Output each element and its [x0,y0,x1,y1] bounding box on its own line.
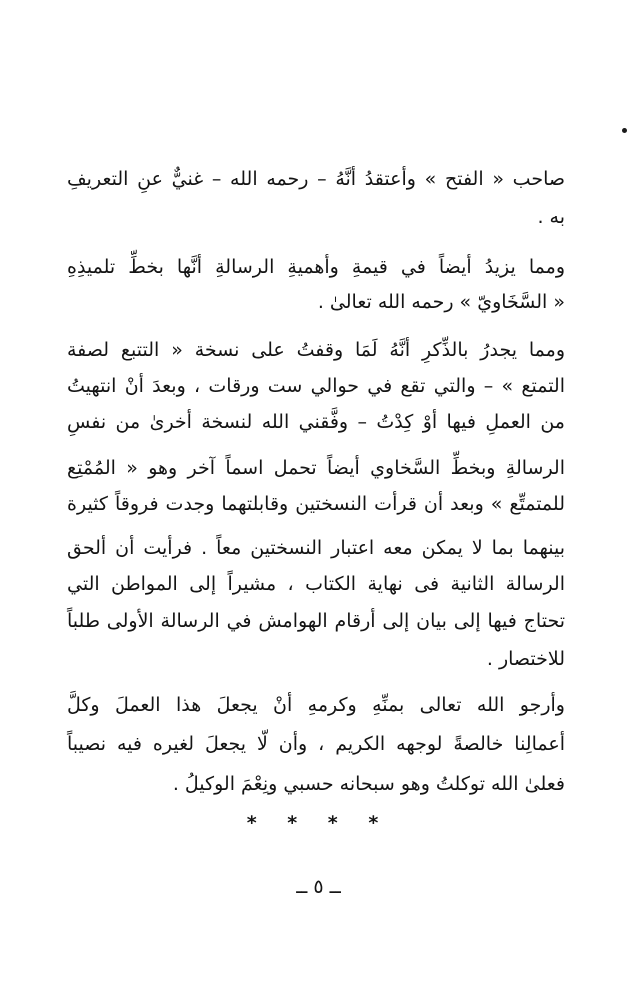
page-number: ــ ٥ ــ [296,876,341,898]
paragraph-4-line-1: وأرجو الله تعالى بمنِّهِ وكرمهِ أنْ يجعلَ هذا العملَ وكلَّ [67,694,565,716]
paragraph-3-line-4: الرسالةِ وبخطِّ السَّخاوي أيضاً تحمل اسماً آخر وهو « المُمْتِع [67,457,565,479]
paragraph-3-line-1: ومما يجدرُ بالذِّكرِ أنَّهُ لَمَا وقفتُ على نسخة « التتبع لصفة [67,339,565,361]
paragraph-3-line-5: للمتمتِّع » وبعد أن قرأت النسختين وقابلتهما وجدت فروقاً كثيرة [67,493,565,515]
paragraph-3-line-9: للاختصار . [486,648,565,670]
margin-dot [622,128,627,133]
paragraph-3-line-7: الرسالة الثانية فى نهاية الكتاب ، مشيراً إلى المواطن التي [67,573,565,595]
paragraph-4-line-2: أعمالِنا خالصةً لوجهه الكريم ، وأن لّا يجعلَ لغيره فيه نصيباً [67,733,565,755]
paragraph-1-line-1: صاحب « الفتح » وأعتقدُ أنَّهُ – رحمه الله – غنيٌّ عنِ التعريفِ [67,168,565,190]
paragraph-3-line-2: التمتع » – والتي تقع في حوالي ست ورقات ، وبعدَ أنْ انتهيتُ [67,375,565,397]
paragraph-2-line-1: ومما يزيدُ أيضاً في قيمةِ وأهميةِ الرسالةِ أنَّها بخطِّ تلميذِهِ [67,256,565,278]
paragraph-1-line-2: به . [537,206,565,228]
paragraph-3-line-8: تحتاج فيها إلى بيان إلى أرقام الهوامش في الرسالة الأولى طلباً [67,610,565,632]
paragraph-3-line-6: بينهما بما لا يمكن معه اعتبار النسختين معاً . فرأيت أن ألحق [67,537,565,559]
paragraph-3-line-3: من العملِ فيها أوْ كِدْتُ – وفَّقني الله لنسخة أخرىٰ من نفسِ [67,411,565,433]
paragraph-2-line-2: « السَّخَاويّ » رحمه الله تعالىٰ . [317,291,565,313]
paragraph-4-line-3: فعلىٰ الله توكلتُ وهو سبحانه حسبي ونِعْمَ الوكيلُ . [172,773,565,795]
section-separator: * * * * [246,812,391,834]
